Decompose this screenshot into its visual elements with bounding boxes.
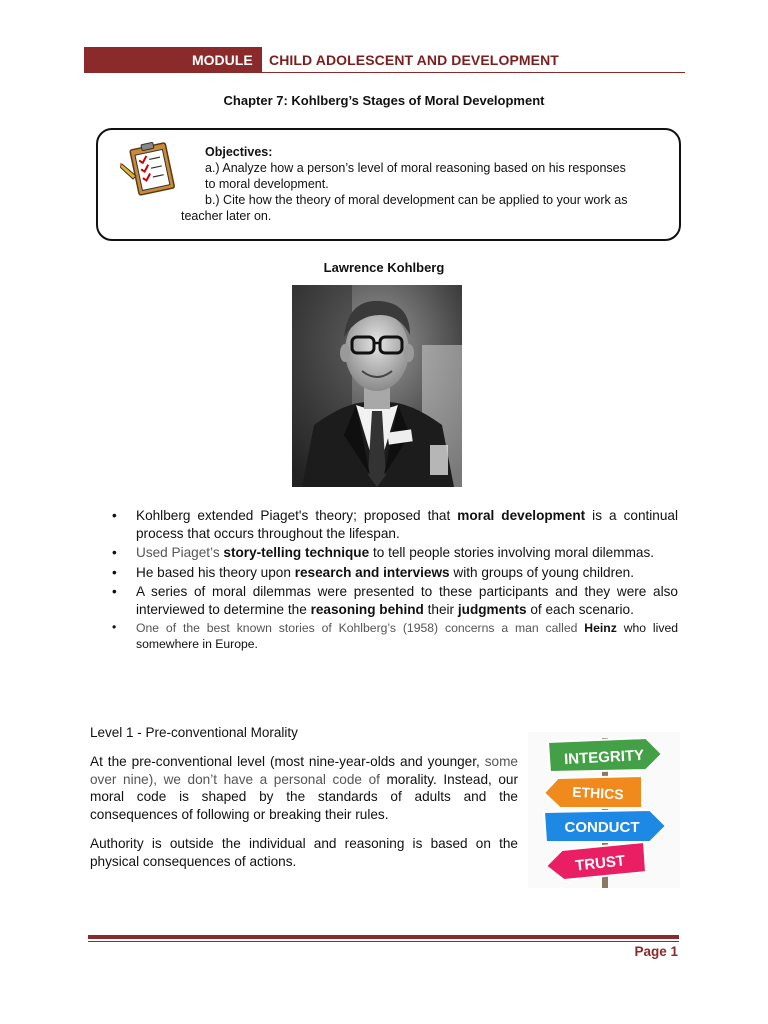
list-item: • One of the best known stories of Kohlberg’s (1958) concerns a man called Heinz who lived somewhere in Europe. <box>112 620 678 651</box>
clipboard-checklist-icon <box>120 138 180 198</box>
objective-b-line1: b.) Cite how the theory of moral development can be applied to your work as <box>205 193 628 207</box>
objective-a-line2: to moral development. <box>205 177 329 191</box>
bullet-icon: • <box>112 508 117 523</box>
sign-word-ethics: ETHICS <box>571 783 625 803</box>
values-signpost-image <box>528 732 680 888</box>
footer-rule-thick <box>88 935 679 939</box>
bullet-list <box>112 507 678 654</box>
paragraph-preconventional: At the pre-conventional level (most nine-year-olds and younger, some over nine), we don’t have a personal code of morality. Instead, our moral code is shaped by the standards of adults and the consequences of following or breaking their rules. <box>90 754 518 822</box>
sign-word-integrity: INTEGRITY <box>563 746 645 769</box>
header-divider <box>262 72 685 73</box>
objectives-box <box>96 128 681 241</box>
footer-rule-thin <box>88 941 679 942</box>
objective-a-line1: a.) Analyze how a person’s level of moral reasoning based on his responses <box>205 161 626 175</box>
module-title: CHILD ADOLESCENT AND DEVELOPMENT <box>269 52 559 68</box>
objective-b-line2: teacher later on. <box>181 209 272 223</box>
module-label: MODULE <box>84 47 262 73</box>
module-header <box>84 47 685 73</box>
kohlberg-portrait-photo <box>292 285 462 487</box>
objectives-heading: Objectives: <box>205 145 273 159</box>
chapter-title: Chapter 7: Kohlberg’s Stages of Moral Development <box>223 93 545 108</box>
bullet-icon: • <box>112 564 117 580</box>
sign-word-conduct: CONDUCT <box>564 819 640 836</box>
list-item: • Used Piaget’s story-telling technique to tell people stories involving moral dilemmas. <box>112 545 655 560</box>
sign-word-trust: TRUST <box>574 852 626 875</box>
list-item: • A series of moral dilemmas were presented to these participants and they were also interviewed to determine the reasoning behind their judgments of each scenario. <box>112 584 678 617</box>
level1-heading: Level 1 - Pre-conventional Morality <box>90 725 298 740</box>
list-item: • Kohlberg extended Piaget's theory; proposed that moral development is a continual process that occurs throughout the lifespan. <box>112 508 679 541</box>
paragraph-authority: Authority is outside the individual and reasoning is based on the physical consequences of actions. <box>90 836 518 869</box>
bullet-icon: • <box>112 584 117 599</box>
list-item: • He based his theory upon research and interviews with groups of young children. <box>112 564 634 580</box>
objectives-text <box>181 144 671 224</box>
photo-caption: Lawrence Kohlberg <box>323 260 445 275</box>
page-number: Page 1 <box>634 944 678 959</box>
bullet-icon: • <box>112 545 117 560</box>
bullet-icon: • <box>112 620 117 634</box>
